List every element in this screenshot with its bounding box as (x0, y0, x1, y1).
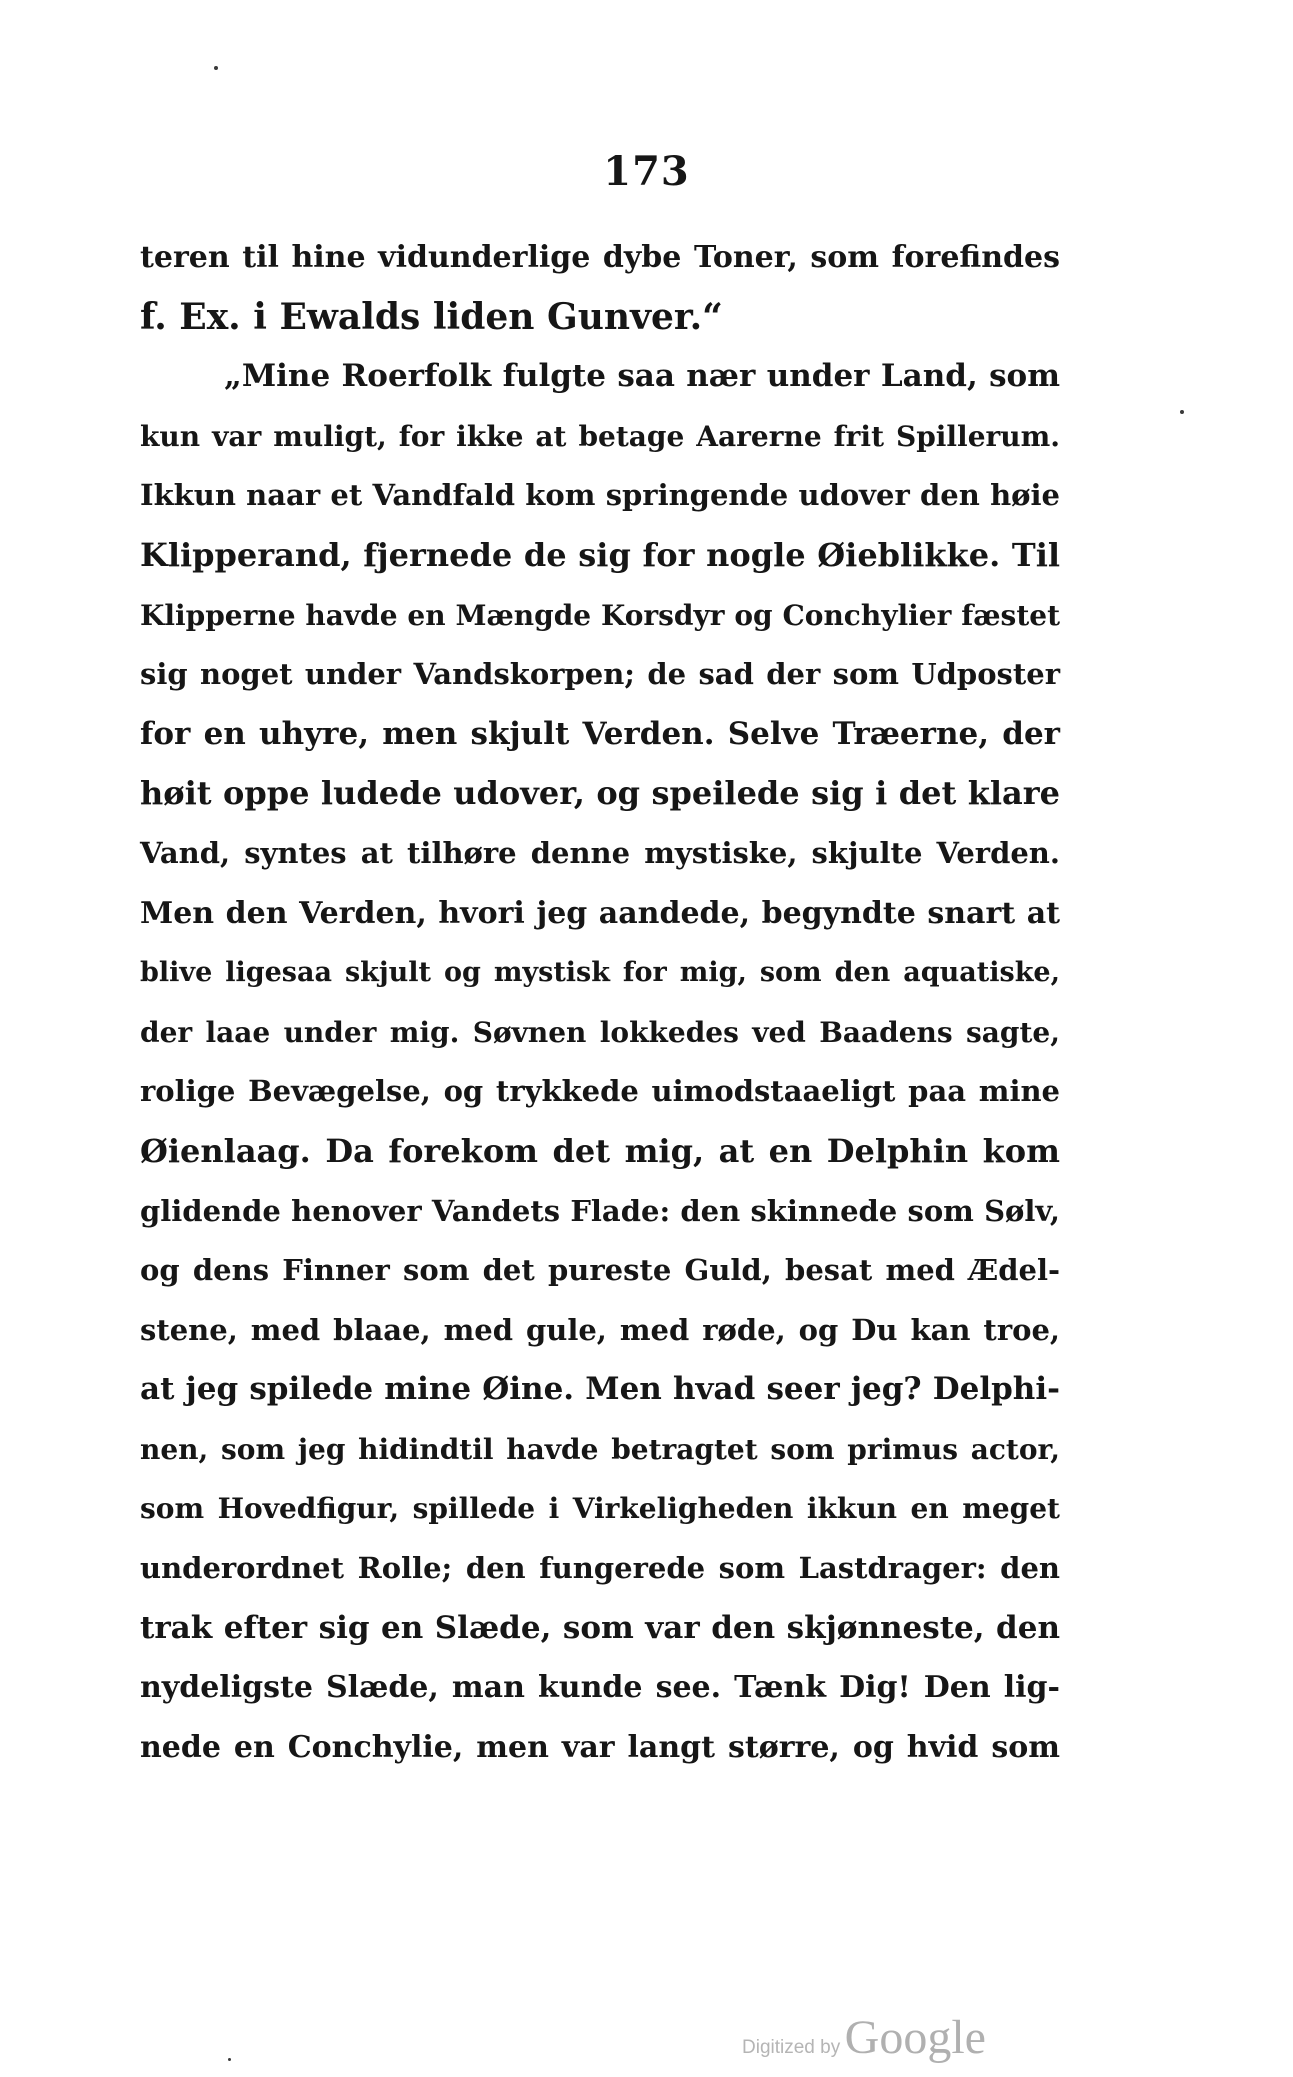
text-line: trak efter sig en Slæde, som var den skjønneste, den (140, 1609, 1060, 1646)
text-line: for en uhyre, men skjult Verden. Selve Træerne, der (140, 715, 1060, 752)
text-line: Ikkun naar et Vandfald kom springende udover den høie (140, 478, 1060, 513)
text-line: Klipperand, fjernede de sig for nogle Øieblikke. Til (140, 535, 1060, 574)
ink-speck (1180, 410, 1184, 414)
text-line: „Mine Roerfolk fulgte saa nær under Land, som (224, 358, 1060, 395)
text-line: nydeligste Slæde, man kunde see. Tænk Dig! Den lig- (140, 1670, 1060, 1706)
body-text (140, 228, 1060, 1777)
text-line: nede en Conchylie, men var langt større, og hvid som (140, 1729, 1060, 1765)
ink-speck (228, 2058, 231, 2061)
text-line: f. Ex. i Ewalds liden Gunver.“ (140, 295, 723, 338)
text-line: som Hovedfigur, spillede i Virkeligheden ikkun en meget (140, 1492, 1060, 1526)
page-number: 173 (603, 148, 690, 195)
text-line: at jeg spilede mine Øine. Men hvad seer jeg? Delphi- (140, 1371, 1060, 1408)
text-line: kun var muligt, for ikke at betage Aarerne frit Spillerum. (140, 419, 1060, 453)
google-logo: Google (844, 2011, 986, 2064)
text-line: og dens Finner som det pureste Guld, besat med Ædel- (140, 1253, 1060, 1288)
text-line: Vand, syntes at tilhøre denne mystiske, skjulte Verden. (140, 835, 1060, 870)
text-line: der laae under mig. Søvnen lokkedes ved Baadens sagte, (140, 1015, 1060, 1049)
ink-speck (214, 66, 218, 70)
text-line: teren til hine vidunderlige dybe Toner, som forefindes (140, 240, 1060, 275)
text-line: Klipperne havde en Mængde Korsdyr og Conchylier fæstet (140, 598, 1060, 632)
text-line: glidende henover Vandets Flade: den skinnede som Sølv, (140, 1193, 1060, 1228)
text-line: sig noget under Vandskorpen; de sad der som Udposter (140, 657, 1060, 692)
digitized-watermark (742, 2010, 986, 2065)
text-line: blive ligesaa skjult og mystisk for mig, som den aquatiske, (140, 957, 1060, 989)
text-line: Øienlaag. Da forekom det mig, at en Delphin kom (140, 1131, 1060, 1170)
text-line: stene, med blaae, med gule, med røde, og Du kan troe, (140, 1312, 1060, 1347)
text-line: høit oppe ludede udover, og speilede sig i det klare (140, 774, 1060, 813)
text-line: nen, som jeg hidindtil havde betragtet som primus actor, (140, 1432, 1060, 1466)
text-line: underordnet Rolle; den fungerede som Lastdrager: den (140, 1551, 1060, 1586)
digitized-by-label: Digitized by (742, 2037, 841, 2058)
text-line: rolige Bevægelse, og trykkede uimodstaaeligt paa mine (140, 1074, 1060, 1109)
text-line: Men den Verden, hvori jeg aandede, begyndte snart at (140, 895, 1060, 931)
